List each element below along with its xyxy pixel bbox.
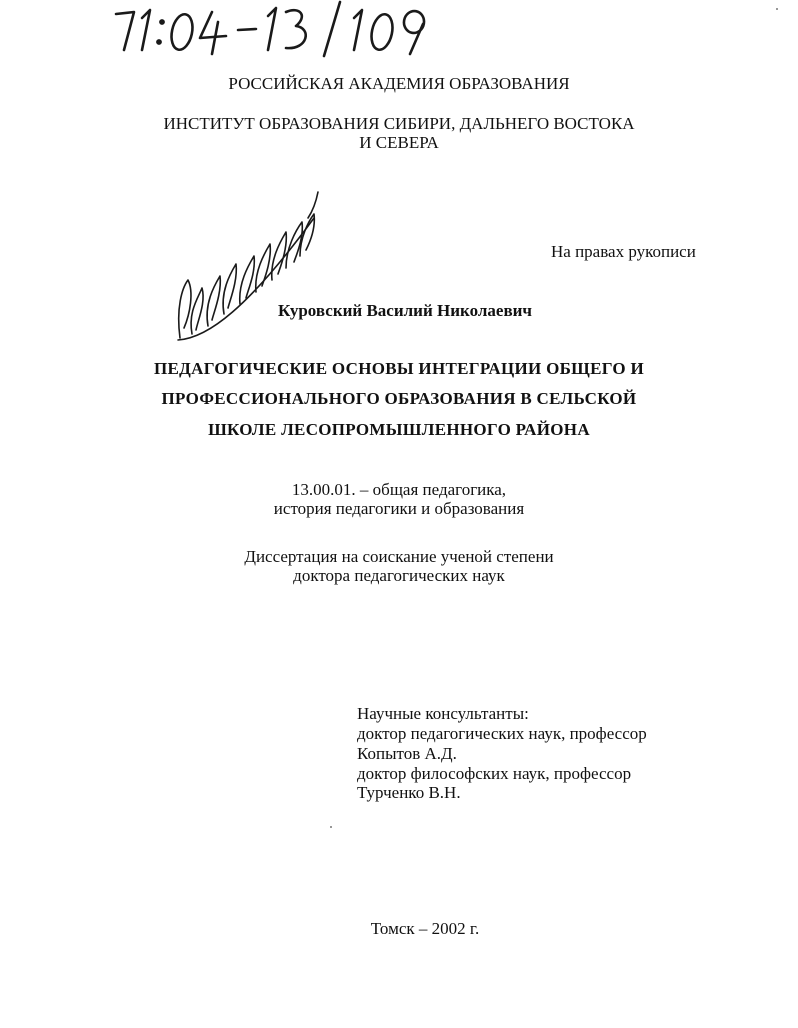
academy-name: РОССИЙСКАЯ АКАДЕМИЯ ОБРАЗОВАНИЯ bbox=[228, 74, 570, 93]
consultant-line: Турченко В.Н. bbox=[357, 783, 461, 802]
specialty-line1: 13.00.01. – общая педагогика, bbox=[291, 480, 507, 499]
degree-line2: доктора педагогических наук bbox=[293, 566, 505, 585]
author-name: Куровский Василий Николаевич bbox=[277, 301, 533, 320]
author-signature bbox=[168, 188, 338, 348]
consultant-line: доктор философских наук, профессор bbox=[357, 764, 632, 783]
manuscript-note: На правах рукописи bbox=[551, 242, 696, 261]
scan-speck bbox=[330, 826, 332, 828]
consultant-line: Копытов А.Д. bbox=[357, 744, 457, 763]
dissertation-title-line1: ПЕДАГОГИЧЕСКИЕ ОСНОВЫ ИНТЕГРАЦИИ ОБЩЕГО И bbox=[153, 359, 645, 378]
consultants-heading: Научные консультанты: bbox=[357, 704, 529, 723]
institute-name-line2: И СЕВЕРА bbox=[359, 133, 439, 152]
scan-speck bbox=[776, 8, 778, 10]
city-year: Томск – 2002 г. bbox=[370, 919, 480, 938]
consultant-line: доктор педагогических наук, профессор bbox=[357, 724, 647, 743]
specialty-line2: история педагогики и образования bbox=[273, 499, 525, 518]
degree-line1: Диссертация на соискание ученой степени bbox=[244, 547, 554, 566]
institute-name-line1: ИНСТИТУТ ОБРАЗОВАНИЯ СИБИРИ, ДАЛЬНЕГО ВОСТОКА bbox=[163, 114, 635, 133]
dissertation-title-line3: ШКОЛЕ ЛЕСОПРОМЫШЛЕННОГО РАЙОНА bbox=[208, 420, 590, 439]
dissertation-title-line2: ПРОФЕССИОНАЛЬНОГО ОБРАЗОВАНИЯ В СЕЛЬСКОЙ bbox=[161, 389, 637, 408]
handwritten-archive-number bbox=[108, 0, 448, 58]
